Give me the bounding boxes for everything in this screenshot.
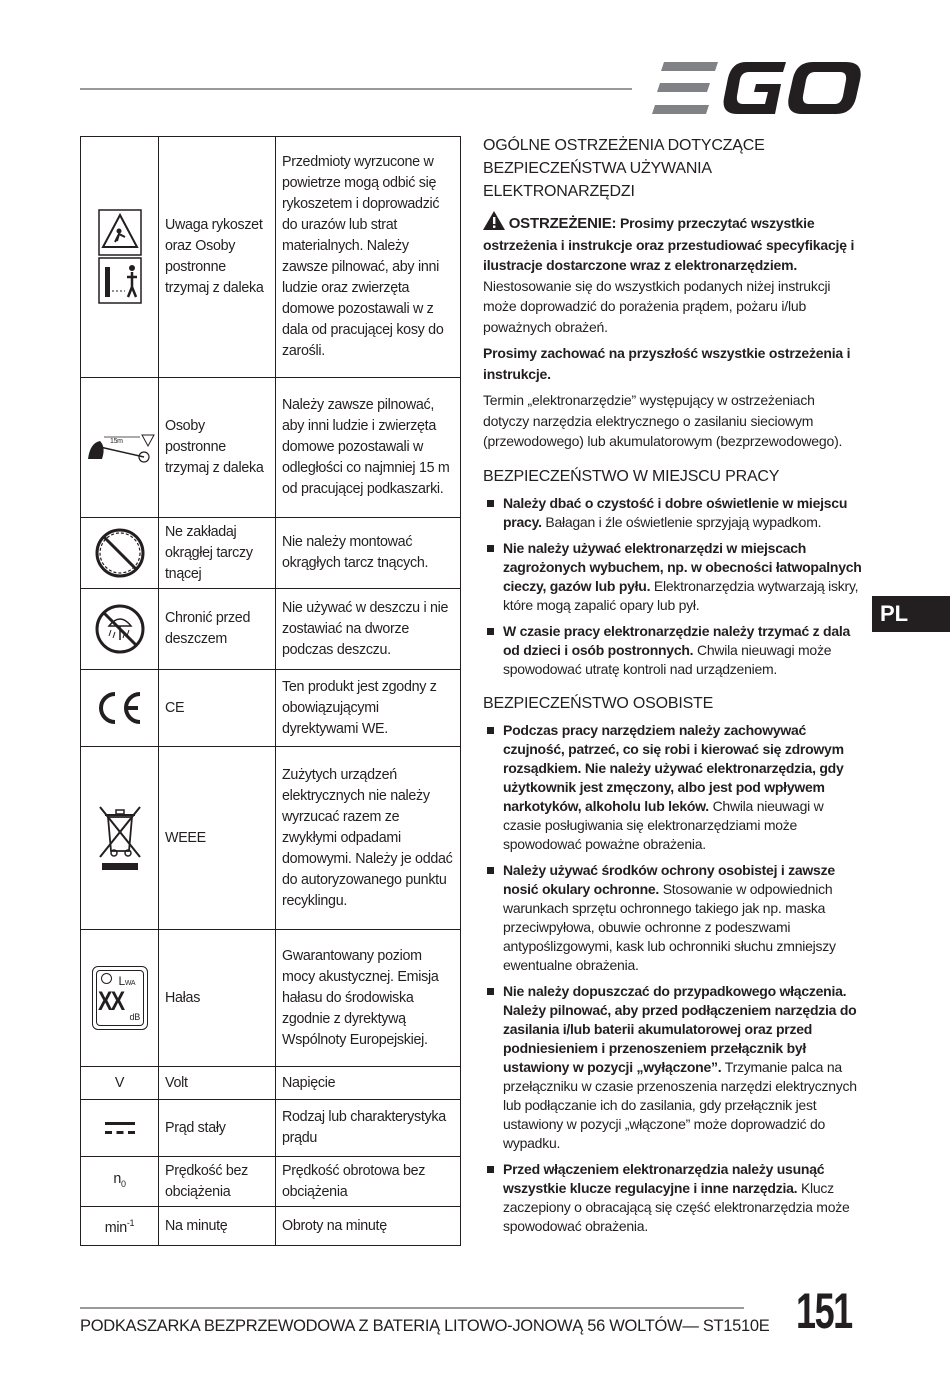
distance-label: 15m bbox=[109, 437, 123, 445]
section-heading: BEZPIECZEŃSTWO OSOBISTE bbox=[483, 694, 714, 712]
table-row bbox=[81, 518, 461, 589]
list-item: Podczas pracy narzędziem należy zachowywać czujność, patrzeć, co się robi i kierować się zdrowym rozsądkiem. Nie należy używać elektronarzędzia, gdy użytkownik jest zmęczony, albo jest pod wpływem narkotyków, alkoholu lub leków. Chwila nieuwagi w czasie posługiwania się elektronarzędziami może spowodować poważne obrażenia. bbox=[483, 721, 863, 854]
list-item: W czasie pracy elektronarzędzie należy trzymać z dala od dzieci i osób postronnych. Chwila nieuwagi może spowodować utratę kontroli nad urządzeniem. bbox=[483, 622, 863, 679]
symbol-name: Hałas bbox=[159, 930, 276, 1067]
symbol-cell bbox=[81, 1067, 159, 1100]
ce-mark-icon bbox=[96, 691, 144, 725]
symbol-description: Ten produkt jest zgodny z obowiązującymi dyrektywami WE. bbox=[276, 670, 461, 747]
weee-bin-icon bbox=[96, 803, 144, 873]
per-minute-symbol: $\min^{-1}$ bbox=[104, 1218, 135, 1236]
warning-bold-text: Prosimy przeczytać wszystkie ostrzeżenia i instrukcje oraz przestudiować specyfikację i ilustracje dostarczone wraz z elektronarzędziem. bbox=[483, 215, 855, 273]
symbol-name: WEEE bbox=[159, 747, 276, 930]
symbol-name: Volt bbox=[159, 1067, 276, 1100]
symbol-description: Zużytych urządzeń elektrycznych nie należy wyrzucać razem ze zwykłymi odpadami domowymi. Należy je oddać do autoryzowanego punktu recyklingu. bbox=[276, 747, 461, 930]
no-load-speed-symbol: $n_0$ bbox=[113, 1170, 126, 1189]
table-row bbox=[81, 747, 461, 930]
symbol-description: Prędkość obrotowa bez obciążenia bbox=[276, 1157, 461, 1207]
symbol-cell bbox=[81, 518, 159, 589]
symbol-cell bbox=[81, 930, 159, 1067]
symbol-description: Gwarantowany poziom mocy akustycznej. Emisja hałasu do środowiska zgodnie z dyrektywą Wspólnoty Europejskiej. bbox=[276, 930, 461, 1067]
symbol-table bbox=[80, 136, 461, 1246]
symbol-description: Obroty na minutę bbox=[276, 1207, 461, 1246]
list-item: Należy używać środków ochrony osobistej i zawsze nosić okulary ochronne. Stosowanie w odpowiednich warunkach sprzętu ochronnego takiego jak np. maska przeciwpyłowa, obuwie ochronne z podeszwami antypoślizgowymi, kask lub ochronniki słuchu zmniejszy ewentualne obrażenia. bbox=[483, 861, 863, 975]
table-row bbox=[81, 378, 461, 518]
symbol-name: CE bbox=[159, 670, 276, 747]
footer-text: PODKASZARKA BEZPRZEWODOWA Z BATERIĄ LITOWO-JONOWĄ 56 WOLTÓW— ST1510E bbox=[80, 1317, 770, 1335]
term-paragraph: Termin „elektronarzędzie” występujący w ostrzeżeniach dotyczy narzędzia elektrycznego o zasilaniu sieciowym (przewodowego) lub akumulatorowym (bezprzewodowego). bbox=[483, 392, 843, 449]
personal-safety-list bbox=[483, 721, 863, 1236]
symbol-name: Chronić przed deszczem bbox=[159, 589, 276, 670]
list-item: Przed włączeniem elektronarzędzia należy usunąć wszystkie klucze regulacyjne i inne narzędzia. Klucz zaczepiony o obracającą się część elektronarzędzia może spowodować obrażenia. bbox=[483, 1160, 863, 1236]
symbol-cell bbox=[81, 747, 159, 930]
table-row bbox=[81, 1207, 461, 1246]
symbol-description: Rodzaj lub charakterystyka prądu bbox=[276, 1100, 461, 1157]
ego-logo-icon bbox=[650, 62, 862, 114]
symbol-description: Przedmioty wyrzucone w powietrze mogą odbić się rykoszetem i doprowadzić do urazów lub strat materialnych. Należy zawsze pilnować, aby inni ludzie oraz zwierzęta domowe pozostawali w z dala od pracującej kosy do zarośli. bbox=[276, 137, 461, 378]
safety-text-column bbox=[483, 134, 863, 1243]
keep-distance-15m-icon bbox=[84, 431, 156, 465]
symbol-name: Uwaga rykoszet oraz Osoby postronne trzymaj z daleka bbox=[159, 137, 276, 378]
throw-hazard-icon bbox=[98, 209, 142, 305]
language-tab: PL bbox=[872, 596, 950, 632]
noise-symbol: XX bbox=[97, 986, 124, 1016]
symbol-name: Prędkość bez obciążenia bbox=[159, 1157, 276, 1207]
symbol-name: Ne zakładaj okrągłej tarczy tnącej bbox=[159, 518, 276, 589]
symbol-name: Prąd stały bbox=[159, 1100, 276, 1157]
no-blade-icon bbox=[95, 528, 145, 578]
footer-rule bbox=[80, 1307, 744, 1309]
noise-level-icon bbox=[92, 966, 148, 1030]
list-item: Należy dbać o czystość i dobre oświetlenie w miejscu pracy. Bałagan i źle oświetlenie sprzyjają wypadkom. bbox=[483, 494, 863, 532]
direct-current-icon bbox=[104, 1120, 136, 1136]
symbol-name: Na minutę bbox=[159, 1207, 276, 1246]
page-title: OGÓLNE OSTRZEŻENIA DOTYCZĄCE BEZPIECZEŃSTWA UŻYWANIA ELEKTRONARZĘDZI bbox=[483, 137, 765, 200]
table-row bbox=[81, 930, 461, 1067]
symbol-cell bbox=[81, 1207, 159, 1246]
symbol-name: Osoby postronne trzymaj z daleka bbox=[159, 378, 276, 518]
warning-label: OSTRZEŻENIE: bbox=[508, 215, 617, 232]
warning-triangle-icon bbox=[483, 211, 505, 230]
no-rain-icon bbox=[95, 604, 145, 654]
workplace-safety-list bbox=[483, 494, 863, 679]
list-item: Nie należy używać elektronarzędzi w miejscach zagrożonych wybuchem, np. w obecności łatwopalnych cieczy, gazów lub pyłu. Elektronarzędzia wytwarzają iskry, które mogą zapalić opary lub pył. bbox=[483, 539, 863, 615]
table-row bbox=[81, 1067, 461, 1100]
symbol-description: Nie należy montować okrągłych tarcz tnących. bbox=[276, 518, 461, 589]
table-row bbox=[81, 670, 461, 747]
table-row bbox=[81, 589, 461, 670]
symbol-description: Nie używać w deszczu i nie zostawiać na dworze podczas deszczu. bbox=[276, 589, 461, 670]
page-number: 151 bbox=[796, 1283, 852, 1339]
noise-unit: dB bbox=[129, 1012, 140, 1022]
symbol-cell bbox=[81, 1100, 159, 1157]
list-item: Nie należy dopuszczać do przypadkowego włączenia. Należy pilnować, aby przed podłączeniem narzędzia do zasilania i/lub baterii akumulatorowej oraz przed podniesieniem i przenoszeniem przełącznik był ustawiony w pozycji „wyłączone”. Trzymanie palca na przełączniku w czasie przenoszenia narzędzi elektrycznych lub podłączanie ich do zasilania, gdy przełącznik jest ustawiony w pozycji „włączone” może doprowadzić do wypadku. bbox=[483, 982, 863, 1153]
symbol-description: Należy zawsze pilnować, aby inni ludzie i zwierzęta domowe pozostawali w odległości co najmniej 15 m od pracującej podkaszarki. bbox=[276, 378, 461, 518]
symbol-description: Napięcie bbox=[276, 1067, 461, 1100]
warning-paragraph bbox=[483, 211, 863, 337]
warning-text: Niestosowanie się do wszystkich podanych niżej instrukcji może doprowadzić do porażenia prądem, pożaru i/lub poważnych obrażeń. bbox=[483, 277, 831, 335]
symbol-cell bbox=[81, 378, 159, 518]
symbol-cell bbox=[81, 1157, 159, 1207]
table-row bbox=[81, 137, 461, 378]
keep-instructions-text: Prosimy zachować na przyszłość wszystkie ostrzeżenia i instrukcje. bbox=[483, 345, 851, 382]
table-row bbox=[81, 1100, 461, 1157]
noise-symbol-top: LWA bbox=[118, 974, 136, 988]
symbol-cell bbox=[81, 670, 159, 747]
header-rule bbox=[80, 88, 632, 90]
volt-symbol: V bbox=[114, 1074, 125, 1091]
symbol-cell bbox=[81, 589, 159, 670]
table-row bbox=[81, 1157, 461, 1207]
section-heading: BEZPIECZEŃSTWO W MIEJSCU PRACY bbox=[483, 467, 780, 485]
symbol-cell bbox=[81, 137, 159, 378]
